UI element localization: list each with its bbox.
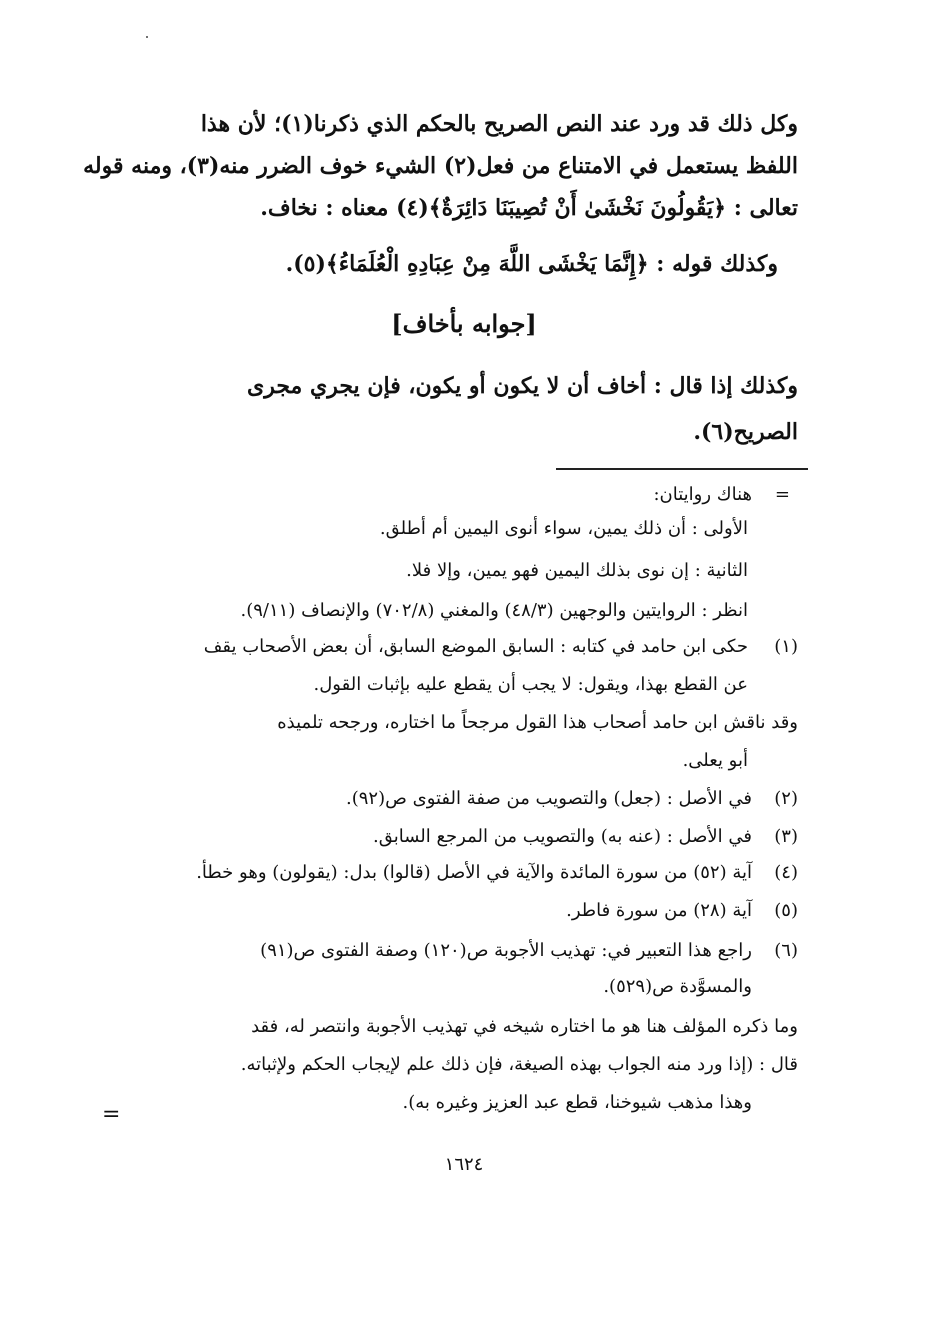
footnote-cont-line: انظر : الروايتين والوجهين (٤٨/٣) والمغني (٧٠٢/٨) والإنصاف (٩/١١). [240, 600, 748, 621]
page-number: ١٦٢٤ [444, 1154, 484, 1175]
footnote-cont-line: الأولى : أن ذلك يمين، سواء أنوى اليمين أم أطلق. [379, 518, 748, 539]
continued-marker: = [102, 1102, 121, 1127]
body-line-6: الصريح(٦). [693, 419, 798, 445]
footnote-3-text: في الأصل : (عنه به) والتصويب من المرجع السابق. [372, 826, 752, 847]
footnote-5-marker: (٥) [774, 900, 798, 921]
footnote-6-line: راجع هذا التعبير في: تهذيب الأجوبة ص(١٢٠) وصفة الفتوى ص(٩١) [260, 940, 752, 961]
footnote-4-marker: (٤) [774, 862, 798, 883]
footnote-1-line: أبو يعلى. [682, 750, 748, 771]
footnote-cont-line: الثانية : إن نوى بذلك اليمين فهو يمين، وإلا فلا. [406, 560, 748, 581]
footnote-continuation-marker: = [774, 484, 790, 505]
body-line-5: وكذلك إذا قال : أخاف أن لا يكون أو يكون، فإن يجري مجرى [246, 373, 798, 399]
footnote-6-line: وما ذكره المؤلف هنا هو ما اختاره شيخه في تهذيب الأجوبة وانتصر له، فقد [251, 1016, 798, 1037]
body-line-1: وكل ذلك قد ورد عند النص الصريح بالحكم الذي ذكرنا(١)؛ لأن هذا [200, 111, 798, 137]
footnote-6-line: وهذا مذهب شيوخنا، قطع عبد العزيز وغيره به). [402, 1092, 752, 1113]
footnote-2-text: في الأصل : (جعل) والتصويب من صفة الفتوى ص(٩٢). [346, 788, 752, 809]
footnote-1-line: وقد ناقش ابن حامد أصحاب هذا القول مرجحاً ما اختاره، ورجحه تلميذه [277, 712, 798, 733]
body-line-4: وكذلك قوله : ﴿إِنَّمَا يَخْشَى اللَّهَ مِنْ عِبَادِهِ الْعُلَمَاءُ﴾(٥). [285, 251, 778, 277]
footnote-6-marker: (٦) [774, 940, 798, 961]
body-line-2: اللفظ يستعمل في الامتناع من فعل(٢) الشيء خوف الضرر منه(٣)، ومنه قوله [83, 153, 798, 179]
footnote-cont-line: هناك روايتان: [653, 484, 752, 505]
section-heading: [جوابه بأخاف] [391, 309, 537, 338]
footnote-3-marker: (٣) [774, 826, 798, 847]
speck [146, 36, 148, 38]
footnote-1-line: حكى ابن حامد في كتابه : السابق الموضع السابق، أن بعض الأصحاب يقف [203, 636, 748, 657]
footnote-1-marker: (١) [774, 636, 798, 657]
footnote-5-text: آية (٢٨) من سورة فاطر. [566, 900, 752, 921]
footnote-6-line: قال : (إذا ورد منه الجواب بهذه الصيغة، فإن ذلك علم لإيجاب الحكم ولإثباته. [240, 1054, 798, 1075]
body-line-3: تعالى : ﴿يَقُولُونَ نَخْشَىٰ أَنْ تُصِيبَنَا دَائِرَةٌ﴾(٤) معناه : نخاف. [260, 195, 798, 221]
footnote-1-line: عن القطع بهذا، ويقول: لا يجب أن يقطع عليه بإثبات القول. [313, 674, 748, 695]
footnote-4-text: آية (٥٢) من سورة المائدة والآية في الأصل (قالوا) بدل: (يقولون) وهو خطأ. [196, 862, 752, 883]
footnote-2-marker: (٢) [774, 788, 798, 809]
footnote-separator [556, 468, 808, 470]
footnote-6-line: والمسوَّدة ص(٥٢٩). [603, 976, 752, 997]
